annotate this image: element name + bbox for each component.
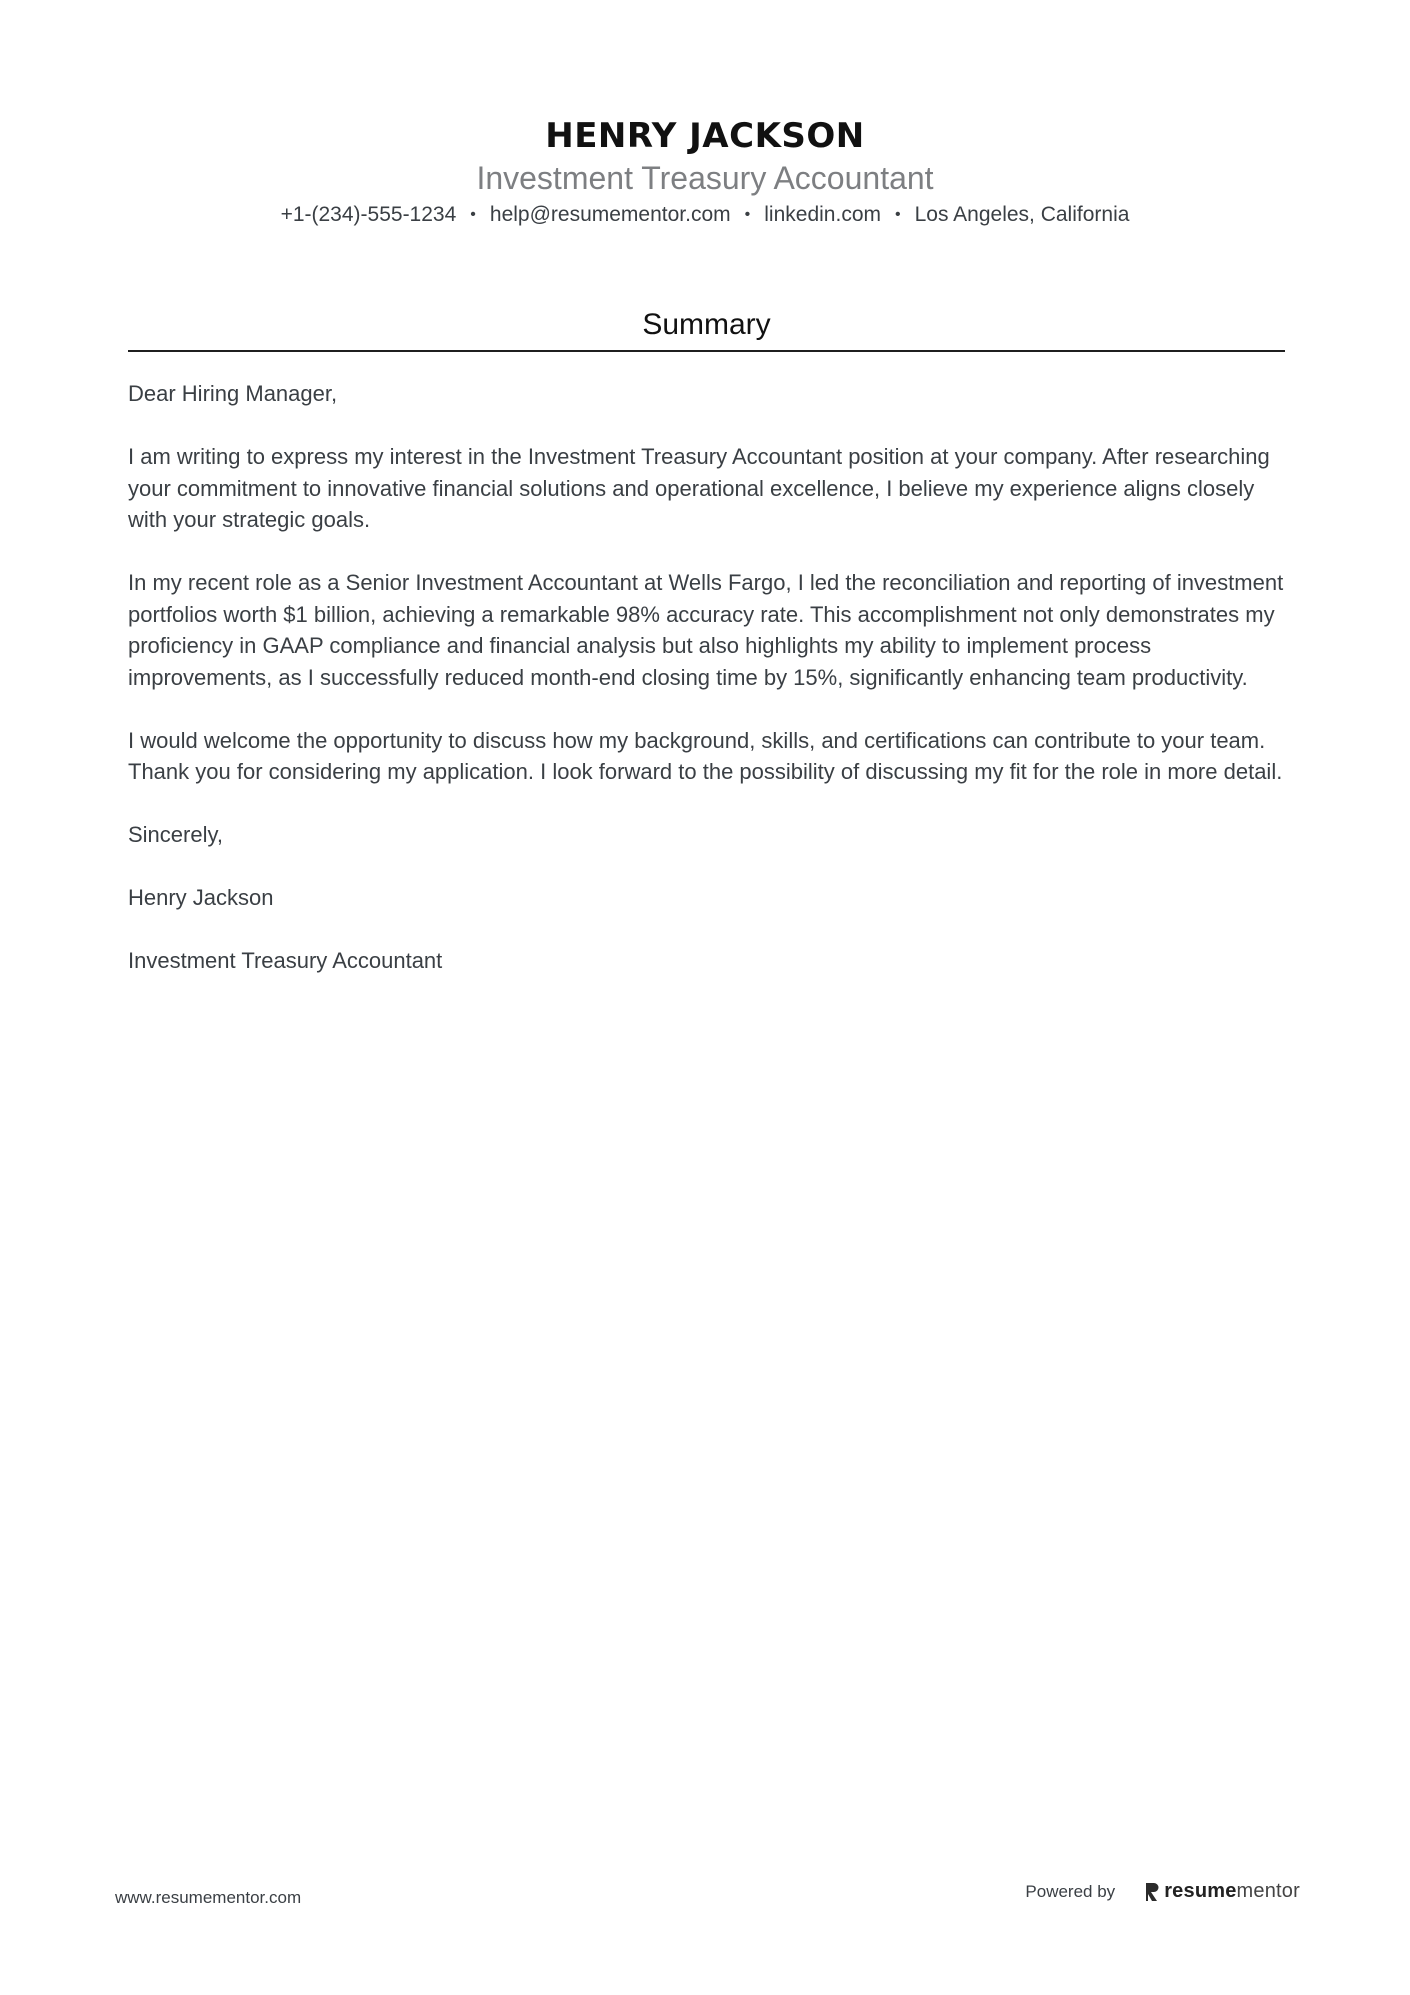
applicant-title: Investment Treasury Accountant: [476, 160, 934, 196]
salutation: Dear Hiring Manager,: [128, 381, 338, 406]
letter-header: [0, 112, 1410, 230]
signature-name: Henry Jackson: [128, 885, 274, 910]
powered-by-label: Powered by: [1025, 1881, 1116, 1901]
signature-title: Investment Treasury Accountant: [128, 948, 443, 973]
resumementor-logo-icon: [1145, 1882, 1159, 1902]
contact-phone: +1-(234)-555-1234: [280, 203, 457, 226]
footer-branding: [1025, 1880, 1300, 1903]
contact-location: Los Angeles, California: [914, 203, 1130, 226]
contact-separator: •: [895, 206, 901, 223]
section-title-summary: Summary: [642, 308, 771, 341]
letter-paragraph: In my recent role as a Senior Investment Accountant at Wells Fargo, I led the reconciliation and reporting of investment portfolios worth $1 billion, achieving a remarkable 98% accuracy rate. This accomplishment not only demonstrates my proficiency in GAAP compliance and financial analysis but also highlights my ability to implement process improvements, as I successfully reduced month-end closing time by 15%, significantly enhancing team productivity.: [128, 570, 1284, 690]
brand-logo[interactable]: [1145, 1880, 1300, 1903]
applicant-name: HENRY JACKSON: [545, 116, 865, 156]
brand-name-part1: resume: [1164, 1880, 1237, 1902]
contact-separator: •: [470, 206, 476, 223]
letter-paragraph: I would welcome the opportunity to discuss how my background, skills, and certifications can contribute to your team. Thank you for considering my application. I look forward to the possibility of discussing my fit for the role in more detail.: [128, 727, 1283, 784]
contact-separator: •: [744, 206, 751, 223]
section-divider: [128, 350, 1285, 352]
closing: Sincerely,: [128, 822, 223, 847]
brand-name-part2: mentor: [1236, 1880, 1300, 1902]
footer-website[interactable]: www.resumementor.com: [115, 1888, 302, 1907]
contact-website[interactable]: linkedin.com: [764, 203, 881, 226]
letter-paragraph: I am writing to express my interest in the Investment Treasury Accountant position at your company. After researching your commitment to innovative financial solutions and operational excellence, I believe my experience aligns closely with your strategic goals.: [128, 444, 1270, 532]
contact-line: [0, 200, 1410, 230]
letter-body: [128, 378, 1288, 1008]
contact-email[interactable]: help@resumementor.com: [489, 203, 731, 226]
